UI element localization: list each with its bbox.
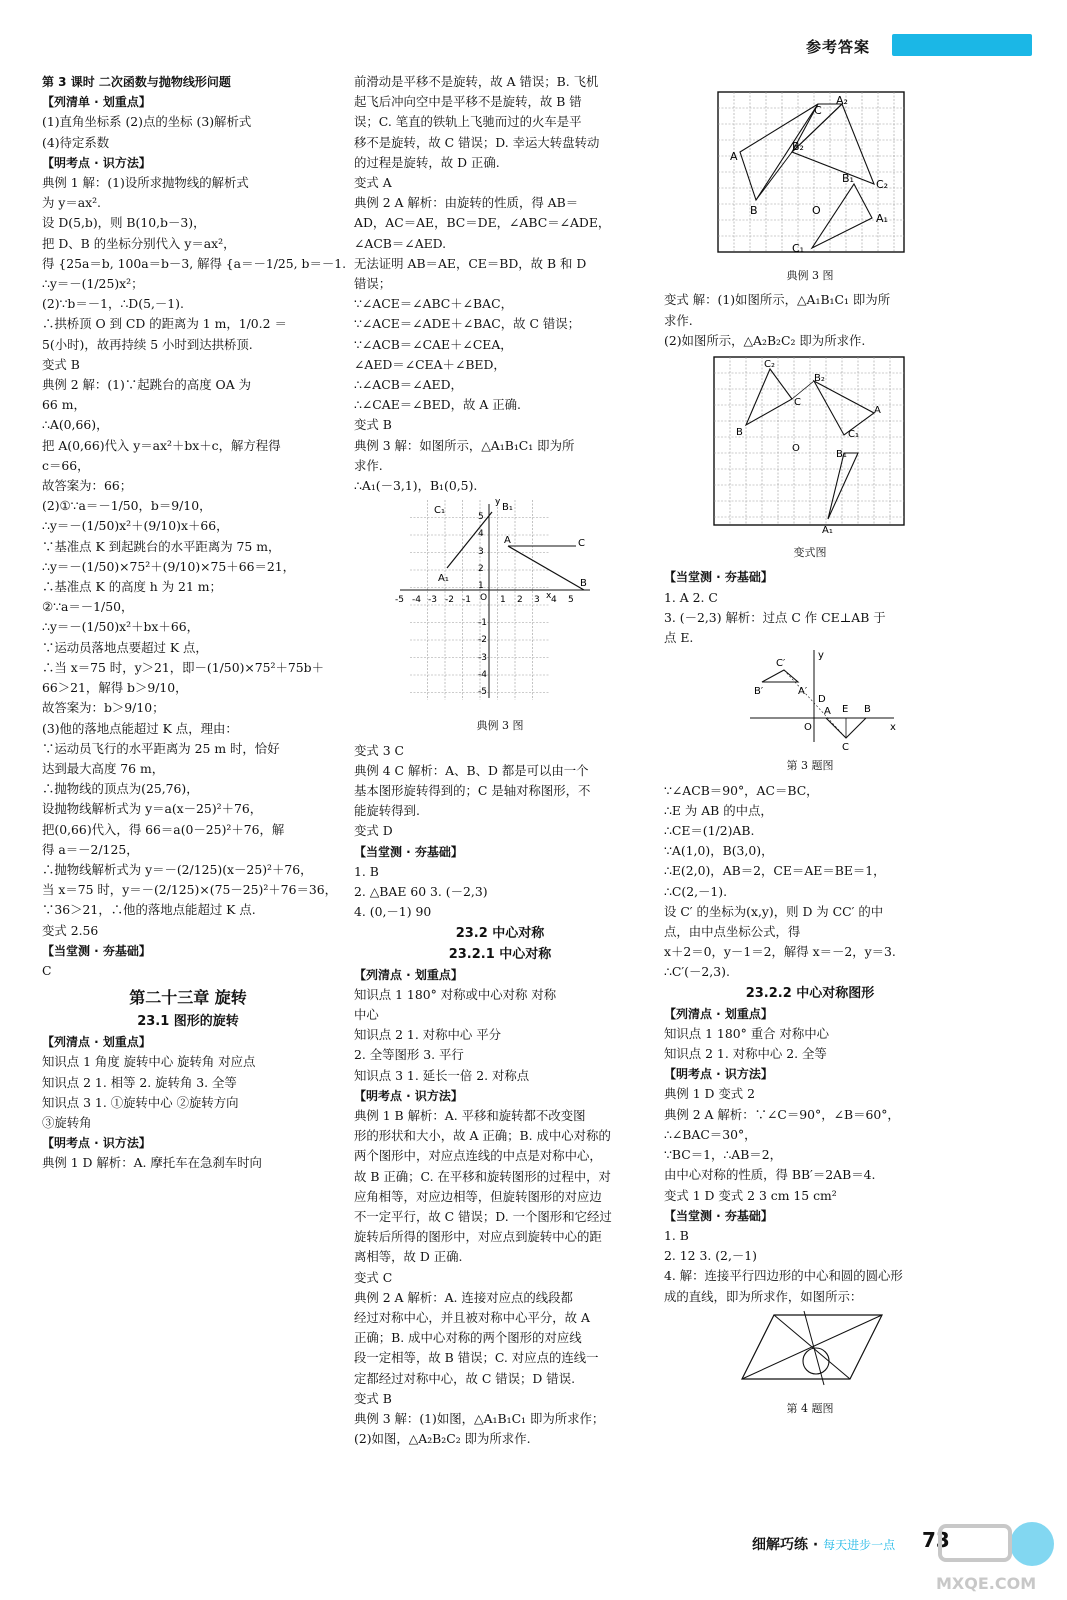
text-line: 知识点 1 180° 重合 对称中心	[664, 1025, 829, 1041]
text-line: ∵∠ACB＝90°，AC＝BC，	[664, 782, 819, 798]
x-tick-label: 1	[500, 595, 506, 606]
text-line: ∵基准点 K 到起跳台的水平距离为 75 m，	[42, 538, 281, 554]
text-line: ∴y＝－(1/50)×75²＋(9/10)×75＋66＝21，	[42, 558, 296, 574]
text-line: 66 m，	[42, 397, 86, 413]
subsection-title: 23.1 图形的旋转	[137, 1014, 239, 1030]
example-3-graph	[354, 497, 587, 710]
x-tick-label: -5	[395, 595, 404, 606]
text-line: ③旋转角	[42, 1114, 92, 1130]
text-line: 设抛物线解析式为 y＝a(x－25)²＋76，	[42, 801, 263, 817]
text-line: AD，AC＝AE，BC＝DE，∠ABC＝∠ADE，	[354, 215, 611, 231]
text-line: 的过程是旋转，故 D 正确.	[354, 154, 500, 170]
text-line: ∴E(2,0)，AB＝2，CE＝AE＝BE＝1，	[664, 863, 886, 879]
section-heading: 【列清单 · 划重点】	[42, 95, 151, 110]
figure-c3a	[664, 90, 956, 286]
c3b-label-a: A	[874, 405, 881, 417]
figure-q3-caption: 第 3 题图	[786, 759, 834, 773]
q3-label-bp: B′	[754, 686, 764, 698]
figure-q3	[664, 650, 956, 776]
variant-grid-figure	[664, 353, 956, 537]
text-line: 典例 4 C 解析：A、B、D 都是可以由一个	[354, 762, 589, 778]
text-line: 得 a＝－2/125，	[42, 841, 139, 857]
text-line: 典例 1 B 解析：A. 平移和旋转都不改变图	[354, 1107, 586, 1123]
footer-slogan: 每天进步一点	[823, 1538, 896, 1552]
header-accent-bar	[892, 34, 1032, 56]
figure-q4-caption: 第 4 题图	[786, 1401, 834, 1415]
text-line: ∵36＞21，∴他的落地点能超过 K 点.	[42, 902, 256, 918]
text-line: 2. 12 3. (2,－1)	[664, 1248, 757, 1264]
text-line: 1. B	[354, 863, 379, 879]
text-line: 变式 B	[354, 1390, 392, 1406]
y-tick-label: 3	[478, 547, 484, 558]
section-heading: 第 3 课时 二次函数与抛物线形问题	[42, 75, 231, 89]
q3-label-cp: C′	[776, 658, 786, 670]
text-line: (2)∵b＝－1，∴D(5,－1).	[42, 296, 184, 312]
label-a1: A₁	[438, 573, 449, 585]
c3b-label-o: O	[792, 443, 800, 455]
text-line: 把(0,66)代入，得 66＝a(0－25)²＋76，解	[42, 821, 285, 837]
x-tick-label: 3	[534, 595, 540, 606]
text-line: 4. (0,－1) 90	[354, 904, 432, 920]
c3b-label-c2: C₂	[764, 359, 775, 371]
text-line: 变式 2.56	[42, 922, 99, 938]
subsection-title: 23.2.2 中心对称图形	[745, 985, 875, 1001]
text-line: ②∵a＝－1/50，	[42, 599, 134, 615]
text-line: 中心	[354, 1006, 379, 1022]
text-line: 变式 3 C	[354, 742, 405, 758]
text-line: 典例 2 A 解析：A. 连接对应点的线段都	[354, 1289, 573, 1305]
text-line: 能旋转得到.	[354, 803, 420, 819]
text-line: (2)如图，△A₂B₂C₂ 即为所求作.	[354, 1431, 531, 1447]
q3-label-o: O	[804, 722, 812, 734]
text-line: 点，由中点坐标公式，得	[664, 924, 801, 940]
text-line: x＋2＝0，y－1＝2，解得 x＝－2，y＝3.	[664, 944, 896, 960]
question-3-figure	[664, 650, 956, 754]
text-line: 知识点 3 1. 延长一倍 2. 对称点	[354, 1067, 530, 1083]
footer-brand-text: 细解巧练 ·	[752, 1537, 824, 1553]
text-line: 求作.	[354, 457, 383, 473]
column-1	[42, 72, 347, 1174]
text-line: 故答案为：b＞9/10；	[42, 700, 165, 716]
text-line: 旋转后所得的图形中，对应点到旋转中心的距	[354, 1229, 602, 1245]
c3a-label-c1: C₁	[792, 242, 805, 255]
section-heading: 【明考点 · 识方法】	[42, 155, 151, 170]
subsection-title: 23.2.1 中心对称	[448, 946, 552, 962]
section-heading: 【明考点 · 识方法】	[664, 1067, 773, 1082]
question-4-figure	[664, 1309, 956, 1393]
text-line: 形的形状和大小，故 A 正确；B. 成中心对称的	[354, 1128, 611, 1144]
text-line: 知识点 1 180° 对称或中心对称 对称	[354, 986, 557, 1002]
x-tick-label: 2	[517, 595, 523, 606]
y-tick-label: -5	[478, 687, 487, 698]
section-heading: 【当堂测 · 夯基础】	[354, 844, 463, 859]
text-line: ∵BC＝1，∴AB＝2，	[664, 1147, 782, 1163]
y-tick-label: 1	[478, 581, 484, 592]
text-line: 段一定相等，故 B 错误；C. 对应点的连线一	[354, 1350, 599, 1366]
c3a-label-a1: A₁	[876, 212, 888, 225]
text-line: 设 D(5,b)，则 B(10,b－3)，	[42, 215, 206, 231]
section-heading: 【当堂测 · 夯基础】	[664, 1208, 773, 1223]
text-line: ∵∠ACE＝∠ABC＋∠BAC，	[354, 296, 513, 312]
text-line: (2)如图所示，△A₂B₂C₂ 即为所求作.	[664, 332, 866, 348]
chapter-title: 第二十三章 旋转	[129, 988, 247, 1008]
figure-c3a-caption: 典例 3 图	[786, 269, 834, 283]
text-line: 典例 1 解：(1)设所求抛物线的解析式	[42, 175, 249, 191]
page-number: 73	[922, 1528, 950, 1552]
label-y: y	[495, 497, 501, 508]
q3-label-e: E	[842, 704, 849, 716]
x-tick-label: 4	[551, 595, 557, 606]
text-line: 离相等，故 D 正确.	[354, 1249, 463, 1265]
text-line: 不一定平行，故 C 错误；D. 一个图形和它经过	[354, 1208, 612, 1224]
text-line: 4. 解：连接平行四边形的中心和圆的圆心形	[664, 1268, 903, 1284]
text-line: 设 C′ 的坐标为(x,y)，则 D 为 CC′ 的中	[664, 903, 884, 919]
text-line: 成的直线，即为所求作，如图所示：	[664, 1288, 863, 1304]
text-line: 2. 全等图形 3. 平行	[354, 1047, 464, 1063]
y-tick-label: 4	[478, 529, 484, 540]
watermark-text: MXQE.COM	[936, 1574, 1037, 1593]
c3b-label-c1: C₁	[848, 429, 859, 441]
text-line: 经过对称中心，并且被对称中心平分，故 A	[354, 1309, 590, 1325]
text-line: ∴C(2,－1).	[664, 883, 728, 899]
text-line: 达到最大高度 76 m，	[42, 760, 165, 776]
section-heading: 【列清点 · 划重点】	[42, 1035, 151, 1050]
section-heading: 【明考点 · 识方法】	[42, 1136, 151, 1151]
text-line: 变式 C	[354, 1269, 393, 1285]
text-line: 故 B 正确；C. 在平移和旋转图形的过程中，对	[354, 1168, 611, 1184]
c3a-label-a2: A₂	[836, 94, 848, 107]
text-line: ∴y＝－(1/25)x²；	[42, 276, 144, 292]
text-line: 起飞后冲向空中是平移不是旋转，故 B 错	[354, 94, 582, 110]
text-line: 点 E.	[664, 630, 694, 646]
q3-label-a: A	[824, 706, 831, 718]
section-heading: 【当堂测 · 夯基础】	[664, 570, 773, 585]
label-c: C	[578, 538, 585, 550]
text-line: 两个图形中，对应点连线的中点是对称中心，	[354, 1148, 602, 1164]
text-line: 典例 2 解：(1)∵起跳台的高度 OA 为	[42, 377, 251, 393]
x-tick-label: -4	[412, 595, 421, 606]
section-heading: 【明考点 · 识方法】	[354, 1088, 463, 1103]
text-line: 知识点 3 1. ①旋转中心 ②旋转方向	[42, 1094, 239, 1110]
text-line: ∵∠ACE＝∠ADE＋∠BAC，故 C 错误；	[354, 316, 581, 332]
text-line: ∠ACB＝∠AED.	[354, 235, 447, 251]
text-line: 误；C. 笔直的铁轨上飞驰而过的火车是平	[354, 114, 582, 130]
text-line: 5(小时)，故再持续 5 小时到达拱桥顶.	[42, 336, 253, 352]
text-line: ∴E 为 AB 的中点，	[664, 802, 773, 818]
c3b-label-c: C	[794, 397, 801, 409]
text-line: 变式 A	[354, 175, 392, 191]
text-line: 知识点 2 1. 对称中心 2. 全等	[664, 1046, 827, 1062]
text-line: C	[42, 962, 52, 978]
y-tick-label: 5	[478, 512, 484, 523]
c3b-label-b: B	[736, 427, 743, 439]
text-line: 错误；	[354, 276, 392, 292]
label-a: A	[504, 535, 511, 547]
c3a-label-o: O	[812, 204, 821, 217]
text-line: ∴CE＝(1/2)AB.	[664, 823, 755, 839]
c3a-label-b: B	[750, 204, 758, 217]
c3b-label-b2: B₂	[814, 373, 825, 385]
q3-label-b: B	[864, 704, 871, 716]
text-line: c＝66，	[42, 457, 90, 473]
y-tick-label: -2	[478, 635, 487, 646]
text-line: ∴当 x＝75 时，y＞21，即－(1/50)×75²＋75b＋	[42, 659, 325, 675]
text-line: ∵运动员飞行的水平距离为 25 m 时，恰好	[42, 740, 280, 756]
x-tick-label: -3	[428, 595, 437, 606]
text-line: 典例 3 解：(1)如图，△A₁B₁C₁ 即为所求作；	[354, 1410, 605, 1426]
text-line: 故答案为：66；	[42, 478, 133, 494]
label-b1: B₁	[502, 502, 513, 514]
y-tick-label: -3	[478, 653, 487, 664]
text-line: 变式 B	[354, 417, 392, 433]
text-line: (1)直角坐标系 (2)点的坐标 (3)解析式	[42, 114, 252, 130]
text-line: 前滑动是平移不是旋转，故 A 错误；B. 飞机	[354, 74, 599, 89]
q3-label-x: x	[890, 722, 896, 734]
c3a-label-a: A	[730, 150, 738, 163]
text-line: 变式 解：(1)如图所示，△A₁B₁C₁ 即为所	[664, 292, 891, 308]
text-line: ∴C′(－2,3).	[664, 964, 730, 980]
label-x: x	[546, 591, 552, 602]
text-line: (2)①∵a＝－1/50，b＝9/10，	[42, 498, 212, 514]
figure-c3b	[664, 353, 956, 563]
text-line: 求作.	[664, 312, 693, 328]
text-line: 由中心对称的性质，得 BB′＝2AB＝4.	[664, 1167, 876, 1183]
text-line: 典例 3 解：如图所示，△A₁B₁C₁ 即为所	[354, 437, 575, 453]
figure-q4	[664, 1309, 956, 1419]
text-line: 移不是旋转，故 C 错误；D. 幸运大转盘转动	[354, 134, 600, 150]
text-line: 为 y＝ax².	[42, 195, 102, 211]
section-heading: 【列清点 · 划重点】	[664, 1006, 773, 1021]
text-line: 3. (－2,3) 解析：过点 C 作 CE⊥AB 于	[664, 609, 886, 625]
c3b-label-a1: A₁	[822, 525, 833, 537]
text-line: 变式 D	[354, 823, 393, 839]
header-title: 参考答案	[806, 38, 871, 56]
text-line: 典例 1 D 变式 2	[664, 1086, 756, 1102]
q3-label-c: C	[842, 742, 849, 754]
c3a-label-b1: B₁	[842, 172, 854, 185]
text-line: 66＞21，解得 b＞9/10，	[42, 680, 188, 696]
text-line: ∴A₁(－3,1)，B₁(0,5).	[354, 478, 478, 494]
text-line: ∴∠CAE＝∠BED，故 A 正确.	[354, 397, 521, 413]
q3-label-ap: A′	[798, 686, 808, 698]
text-line: ∴∠BAC＝30°，	[664, 1126, 757, 1142]
text-line: 当 x＝75 时，y＝－(2/125)×(75－25)²＋76＝36，	[42, 882, 337, 898]
text-line: 2. △BAE 60 3. (－2,3)	[354, 884, 488, 900]
text-line: ∴y＝－(1/50)x²＋(9/10)x＋66，	[42, 518, 229, 534]
text-line: 变式 B	[42, 356, 80, 372]
text-line: ∴A(0,66)，	[42, 417, 109, 433]
q3-label-d: D	[818, 694, 826, 706]
text-line: 正确；B. 成中心对称的两个图形的对应线	[354, 1330, 582, 1346]
text-line: 变式 1 D 变式 2 3 cm 15 cm²	[664, 1187, 837, 1203]
text-line: 典例 2 A 解析：∵∠C＝90°，∠B＝60°，	[664, 1106, 900, 1122]
text-line: 知识点 2 1. 相等 2. 旋转角 3. 全等	[42, 1074, 237, 1090]
column-3	[664, 72, 956, 1423]
figure-c3b-caption: 变式图	[793, 546, 827, 560]
text-line: 知识点 1 角度 旋转中心 旋转角 对应点	[42, 1054, 256, 1070]
c3a-label-c2: C₂	[876, 178, 889, 191]
text-line: ∵∠ACB＝∠CAE＋∠CEA，	[354, 336, 513, 352]
footer-brand	[752, 1534, 895, 1554]
text-line: 把 D、B 的坐标分别代入 y＝ax²，	[42, 235, 236, 251]
text-line: 基本图形旋转得到的；C 是轴对称图形，不	[354, 783, 591, 799]
text-line: ∠AED＝∠CEA＋∠BED，	[354, 356, 506, 372]
origin-label: O	[480, 593, 488, 604]
label-b: B	[580, 578, 587, 590]
text-line: 典例 1 D 解析：A. 摩托车在急刹车时向	[42, 1155, 262, 1171]
text-line: 得 {25a＝b, 100a＝b－3, 解得 {a＝－1/25, b＝－1.	[42, 255, 347, 271]
text-line: 把 A(0,66)代入 y＝ax²＋bx＋c，解方程得	[42, 437, 281, 453]
figure-example-3-caption: 典例 3 图	[476, 719, 524, 733]
section-heading: 【列清点 · 划重点】	[354, 967, 463, 982]
x-tick-label: -2	[445, 595, 454, 606]
c3a-label-c: C	[814, 104, 822, 117]
column-2	[354, 72, 646, 1449]
text-line: ∵A(1,0)，B(3,0)，	[664, 843, 774, 859]
c3a-label-b2: B₂	[792, 140, 804, 153]
text-line: ∴基准点 K 的高度 h 为 21 m；	[42, 579, 222, 595]
text-line: ∵运动员落地点要超过 K 点，	[42, 639, 208, 655]
q3-label-y: y	[818, 650, 824, 662]
section-heading: 【当堂测 · 夯基础】	[42, 943, 151, 958]
y-tick-label: -1	[478, 618, 487, 629]
text-line: (4)待定系数	[42, 134, 110, 150]
x-tick-label: -1	[462, 595, 471, 606]
c3b-label-b1: B₁	[836, 449, 847, 461]
y-tick-label: 2	[478, 564, 484, 575]
text-line: ∴拱桥顶 O 到 CD 的距离为 1 m，1/0.2 ＝	[42, 316, 287, 332]
text-line: 典例 2 A 解析：由旋转的性质，得 AB＝	[354, 195, 579, 211]
y-tick-label: -4	[478, 670, 487, 681]
text-line: ∴∠ACB＝∠AED，	[354, 377, 463, 393]
text-line: 1. A 2. C	[664, 589, 718, 605]
figure-example-3	[354, 498, 646, 736]
text-line: 应角相等，对应边相等，但旋转图形的对应边	[354, 1188, 602, 1204]
text-line: ∴y＝－(1/50)x²＋bx＋66，	[42, 619, 199, 635]
text-line: ∴抛物线的顶点为(25,76)，	[42, 781, 199, 797]
text-line: (3)他的落地点能超过 K 点，理由：	[42, 720, 238, 736]
x-tick-label: 5	[568, 595, 574, 606]
text-line: 定都经过对称中心，故 C 错误；D 错误.	[354, 1370, 576, 1386]
text-line: 无法证明 AB＝AE，CE＝BD，故 B 和 D	[354, 255, 587, 271]
label-c1: C₁	[434, 505, 445, 517]
text-line: 1. B	[664, 1227, 689, 1243]
text-line: ∴抛物线解析式为 y＝－(2/125)(x－25)²＋76，	[42, 861, 313, 877]
subsection-title: 23.2 中心对称	[455, 925, 545, 941]
example-3-grid-figure	[664, 90, 956, 260]
text-line: 知识点 2 1. 对称中心 平分	[354, 1027, 501, 1043]
